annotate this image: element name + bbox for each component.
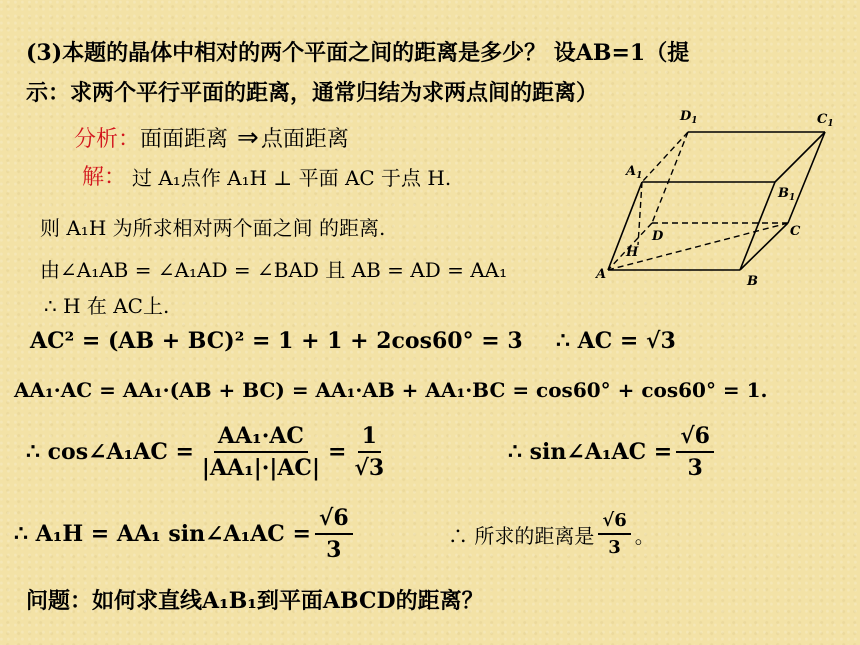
question-line-1: (3)本题的晶体中相对的两个平面之间的距离是多少？ 设AB=1（提 — [26, 40, 690, 66]
equation-2: AA₁·AC = AA₁·(AB + BC) = AA₁·AB + AA₁·BC = cos60° + cos60° = 1. — [14, 378, 768, 402]
equation-1: AC² = (AB + BC)² = 1 + 1 + 2cos60° = 3 — [30, 328, 523, 354]
label-D1: $D_1$ — [680, 109, 698, 126]
equation-1-result: ∴ AC = √3 — [556, 328, 676, 354]
conclusion — [448, 510, 655, 558]
solution-label: 解： — [82, 165, 127, 190]
conclusion-denominator: 3 — [608, 537, 621, 558]
analysis-label: 分析： — [74, 127, 141, 152]
implies-arrow: ⇒ — [237, 123, 259, 153]
solution-step-2: 则 A₁H 为所求相对两个面之间 的距离. — [40, 216, 386, 240]
edge-B1B — [740, 182, 775, 270]
conclusion-numerator: √6 — [598, 510, 630, 535]
equation-4-value — [676, 423, 714, 481]
equation-3-left: ∴ cos∠A₁AC = — [26, 439, 194, 465]
label-B: B — [747, 274, 758, 289]
equation-4-denominator: 3 — [687, 455, 703, 481]
equation-5 — [14, 505, 357, 563]
edge-C1C — [788, 132, 825, 223]
label-A1: $A_1$ — [626, 164, 643, 181]
conclusion-end: 。 — [634, 523, 655, 548]
equation-4 — [508, 423, 718, 481]
label-D: D — [652, 229, 664, 244]
edge-D1D-hidden — [652, 132, 688, 223]
equation-3-numerator: AA₁·AC — [214, 423, 308, 453]
question-line-2: 示：求两个平行平面的距离，通常归结为求两点间的距离） — [26, 80, 599, 106]
analysis-from: 面面距离 — [140, 127, 229, 152]
label-C1: $C_1$ — [817, 112, 834, 129]
analysis-line — [74, 122, 349, 153]
parallelepiped-figure — [590, 105, 840, 295]
equation-3 — [26, 423, 392, 481]
equation-5-left: ∴ A₁H = AA₁ sin∠A₁AC = — [14, 521, 311, 547]
equation-4-numerator: √6 — [676, 423, 714, 453]
followup-question: 问题：如何求直线A₁B₁到平面ABCD的距离？ — [26, 588, 484, 614]
equation-3-equals: = — [327, 439, 347, 465]
conclusion-text: ∴ 所求的距离是 — [448, 523, 595, 548]
label-H: H — [626, 245, 639, 260]
equation-4-left: ∴ sin∠A₁AC = — [508, 439, 673, 465]
analysis-to: 点面距离 — [260, 127, 349, 152]
equation-5-denominator: 3 — [326, 537, 342, 563]
edge-D1A1-hidden — [642, 132, 688, 182]
equation-3-value-numerator: 1 — [358, 423, 381, 453]
equation-3-denominator: |AA₁|·|AC| — [201, 455, 320, 481]
label-A: A — [596, 267, 607, 282]
equation-3-value — [350, 423, 388, 481]
conclusion-value — [598, 510, 630, 558]
label-B1: $B_1$ — [778, 186, 796, 203]
equation-5-value — [315, 505, 353, 563]
equation-3-fraction — [198, 423, 324, 481]
edge-C1B1 — [775, 132, 825, 182]
solution-step-3: 由∠A₁AB = ∠A₁AD = ∠BAD 且 AB = AD = AA₁ — [40, 258, 508, 282]
solution-step-4: ∴ H 在 AC上. — [44, 294, 170, 318]
equation-3-value-denominator: √3 — [354, 455, 385, 481]
label-C: C — [790, 224, 801, 239]
equation-5-numerator: √6 — [315, 505, 353, 535]
solution-step-1: 过 A₁点作 A₁H ⊥ 平面 AC 于点 H. — [132, 166, 452, 190]
edge-BC — [740, 223, 788, 270]
